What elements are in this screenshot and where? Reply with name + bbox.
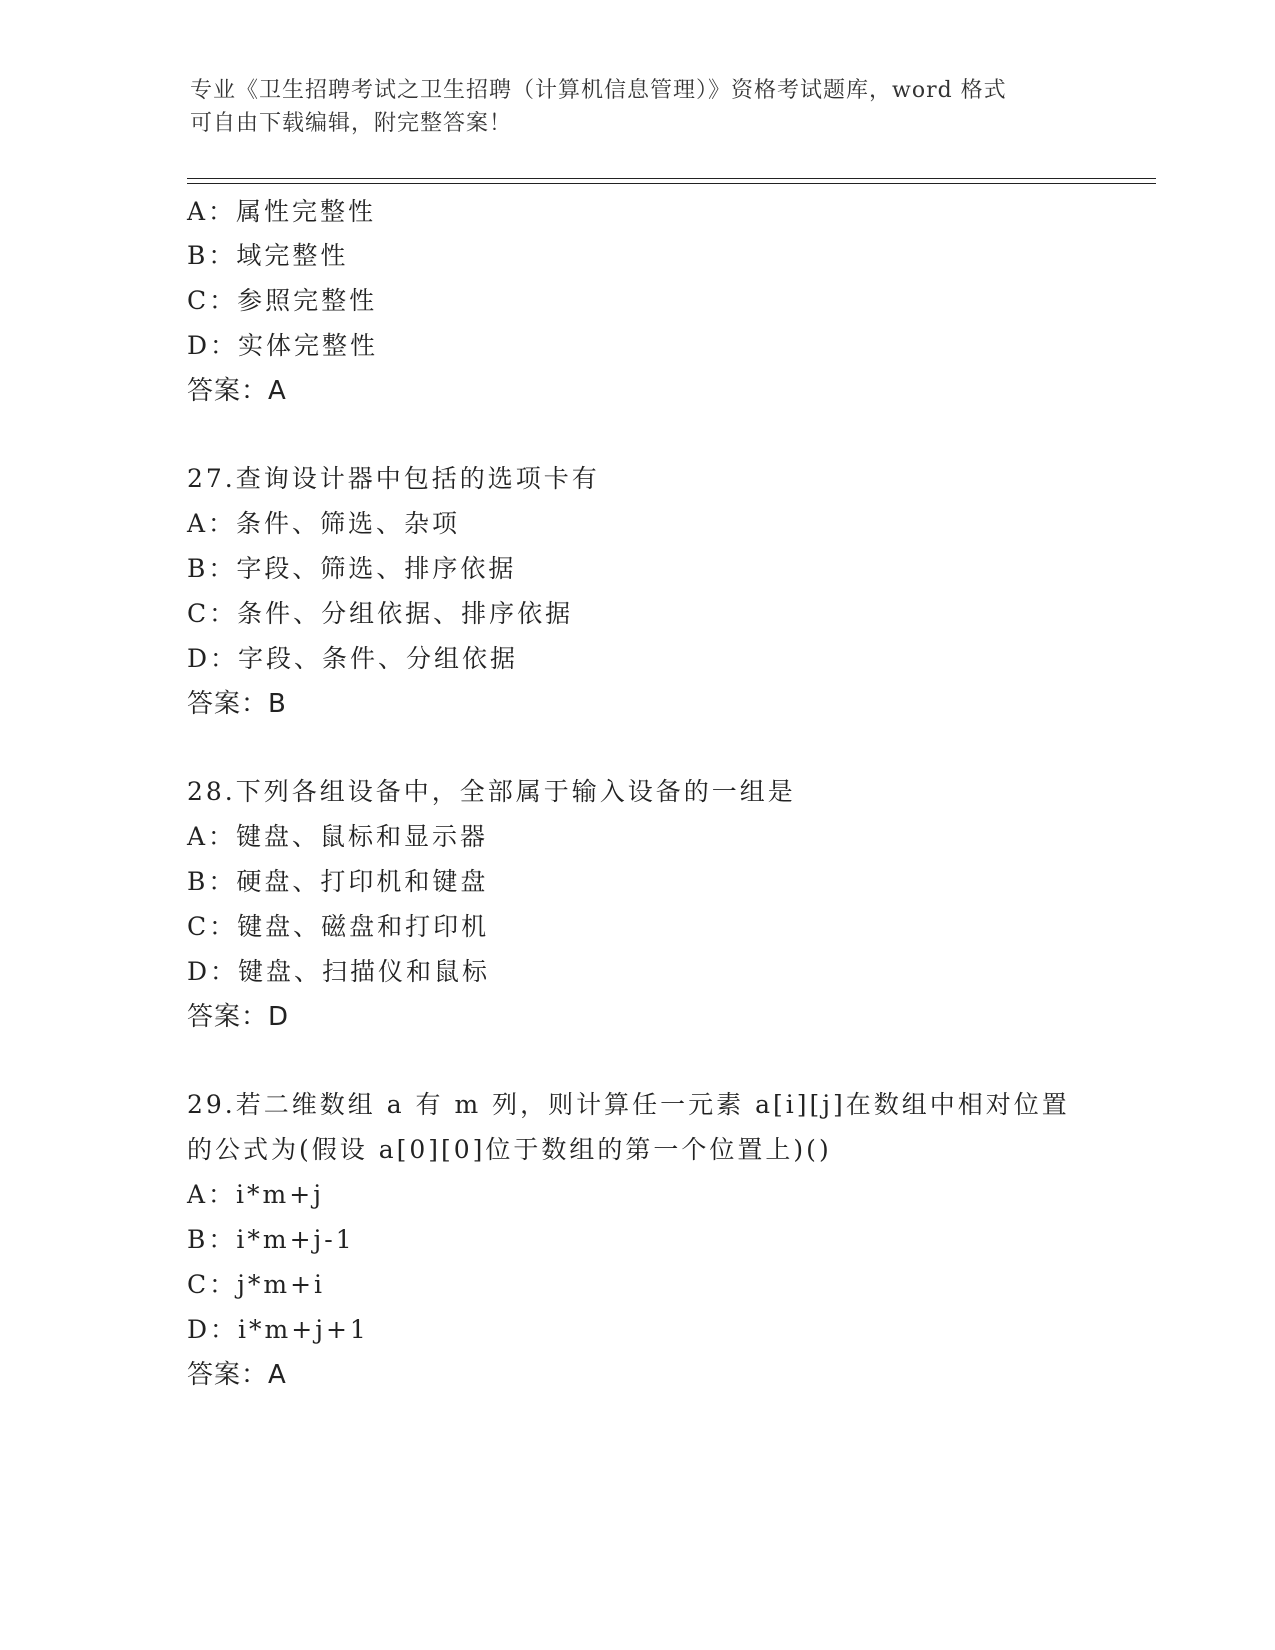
header-divider-bottom <box>187 183 1156 184</box>
q29-option-c: C：j*m+i <box>187 1270 326 1299</box>
q26-option-a: A：属性完整性 <box>187 197 377 226</box>
q29-option-a: A：i*m+j <box>187 1180 324 1209</box>
q28-answer: 答案：D <box>187 1002 290 1032</box>
q26-option-d: D：实体完整性 <box>187 331 379 360</box>
q27-option-d: D：字段、条件、分组依据 <box>187 644 519 673</box>
document-header <box>190 74 1070 140</box>
q27-question: 27.查询设计器中包括的选项卡有 <box>187 464 600 493</box>
header-line-2: 可自由下载编辑，附完整答案！ <box>190 111 513 136</box>
q29-option-d: D：i*m+j+1 <box>187 1315 369 1344</box>
header-divider-top <box>187 178 1156 179</box>
q28-option-a: A：键盘、鼠标和显示器 <box>187 822 489 851</box>
q27-option-b: B：字段、筛选、排序依据 <box>187 554 517 583</box>
q27-option-a: A：条件、筛选、杂项 <box>187 509 461 538</box>
q29-answer: 答案：A <box>187 1360 287 1390</box>
q29-question-line-1: 29.若二维数组 a 有 m 列，则计算任一元素 a[i][j]在数组中相对位置 <box>187 1090 1070 1119</box>
q28-option-b: B：硬盘、打印机和键盘 <box>187 867 489 896</box>
q26-option-c: C：参照完整性 <box>187 286 378 315</box>
q29-option-b: B：i*m+j-1 <box>187 1225 355 1254</box>
q29-question-line-2: 的公式为(假设 a[0][0]位于数组的第一个位置上)() <box>187 1135 832 1164</box>
q28-question: 28.下列各组设备中，全部属于输入设备的一组是 <box>187 777 796 806</box>
q28-option-d: D：键盘、扫描仪和鼠标 <box>187 957 491 986</box>
q26-option-b: B：域完整性 <box>187 241 349 270</box>
q28-option-c: C：键盘、磁盘和打印机 <box>187 912 490 941</box>
header-line-1: 专业《卫生招聘考试之卫生招聘（计算机信息管理）》资格考试题库，word 格式 <box>190 78 1007 103</box>
q27-answer: 答案：B <box>187 689 287 719</box>
q27-option-c: C：条件、分组依据、排序依据 <box>187 599 574 628</box>
q26-answer: 答案：A <box>187 376 287 406</box>
